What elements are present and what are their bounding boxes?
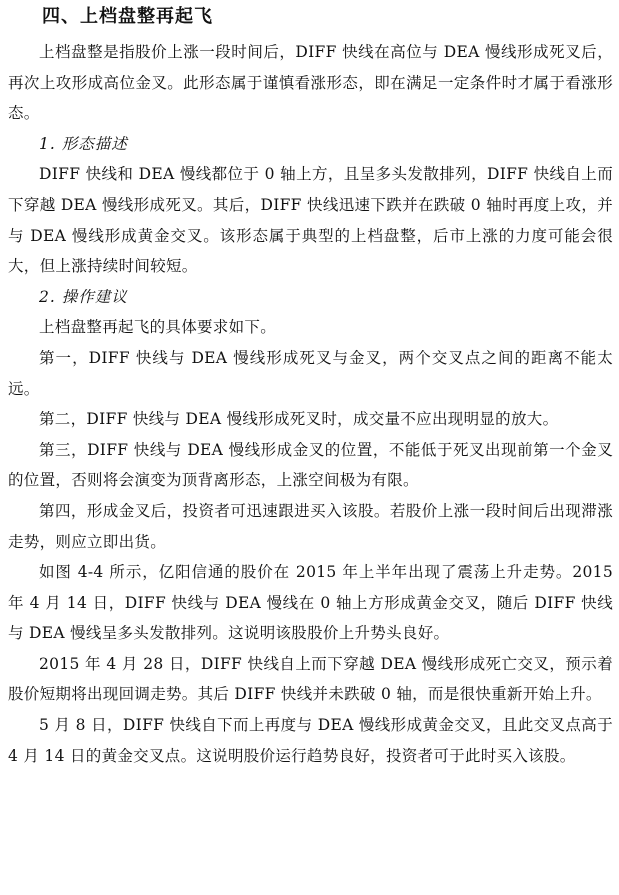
subsection-title-form-description: 1. 形态描述	[39, 134, 128, 153]
advice-paragraph: 第二，DIFF 快线与 DEA 慢线形成死叉时，成交量不应出现明显的放大。	[39, 410, 559, 429]
form-description-paragraph: DIFF 快线和 DEA 慢线都位于 0 轴上方，且呈多头发散排列，DIFF 快线自上而下穿越 DEA 慢线形成死叉。其后，DIFF 快线迅速下跌并在跌破 0 轴时再度上攻，并与 DEA 慢线形成黄金交叉。该形态属于典型的上档盘整，后市上涨的力度可能会很大，但上涨持续时间较短。	[8, 165, 613, 276]
advice-paragraph: 第三，DIFF 快线与 DEA 慢线形成金叉的位置，不能低于死叉出现前第一个金叉的位置，否则将会演变为顶背离形态，上涨空间极为有限。	[8, 440, 613, 490]
advice-paragraph: 第四，形成金叉后，投资者可迅速跟进买入该股。若股价上涨一段时间后出现滞涨走势，则应立即出货。	[8, 501, 613, 551]
advice-paragraph: 第一，DIFF 快线与 DEA 慢线形成死叉与金叉，两个交叉点之间的距离不能太远。	[8, 348, 613, 398]
subsection-title-operation-advice: 2. 操作建议	[39, 287, 128, 306]
example-paragraph: 5 月 8 日，DIFF 快线自下而上再度与 DEA 慢线形成黄金交叉，且此交叉点高于 4 月 14 日的黄金交叉点。这说明股价运行趋势良好，投资者可于此时买入该股。	[8, 716, 613, 765]
section-title: 四、上档盘整再起飞	[42, 6, 213, 27]
intro-paragraph: 上档盘整是指股价上涨一段时间后，DIFF 快线在高位与 DEA 慢线形成死叉后，再次上攻形成高位金叉。此形态属于谨慎看涨形态，即在满足一定条件时才属于看涨形态。	[8, 43, 613, 123]
advice-paragraph: 上档盘整再起飞的具体要求如下。	[39, 318, 277, 337]
example-paragraph: 如图 4-4 所示，亿阳信通的股价在 2015 年上半年出现了震荡上升走势。2015 年 4 月 14 日，DIFF 快线与 DEA 慢线在 0 轴上方形成黄金交叉，随后 DIFF 快线与 DEA 慢线呈多头发散排列。这说明该股股价上升势头良好。	[8, 563, 613, 643]
example-paragraph: 2015 年 4 月 28 日，DIFF 快线自上而下穿越 DEA 慢线形成死亡交叉，预示着股价短期将出现回调走势。其后 DIFF 快线并未跌破 0 轴，而是很快重新开始上升。	[8, 654, 613, 704]
